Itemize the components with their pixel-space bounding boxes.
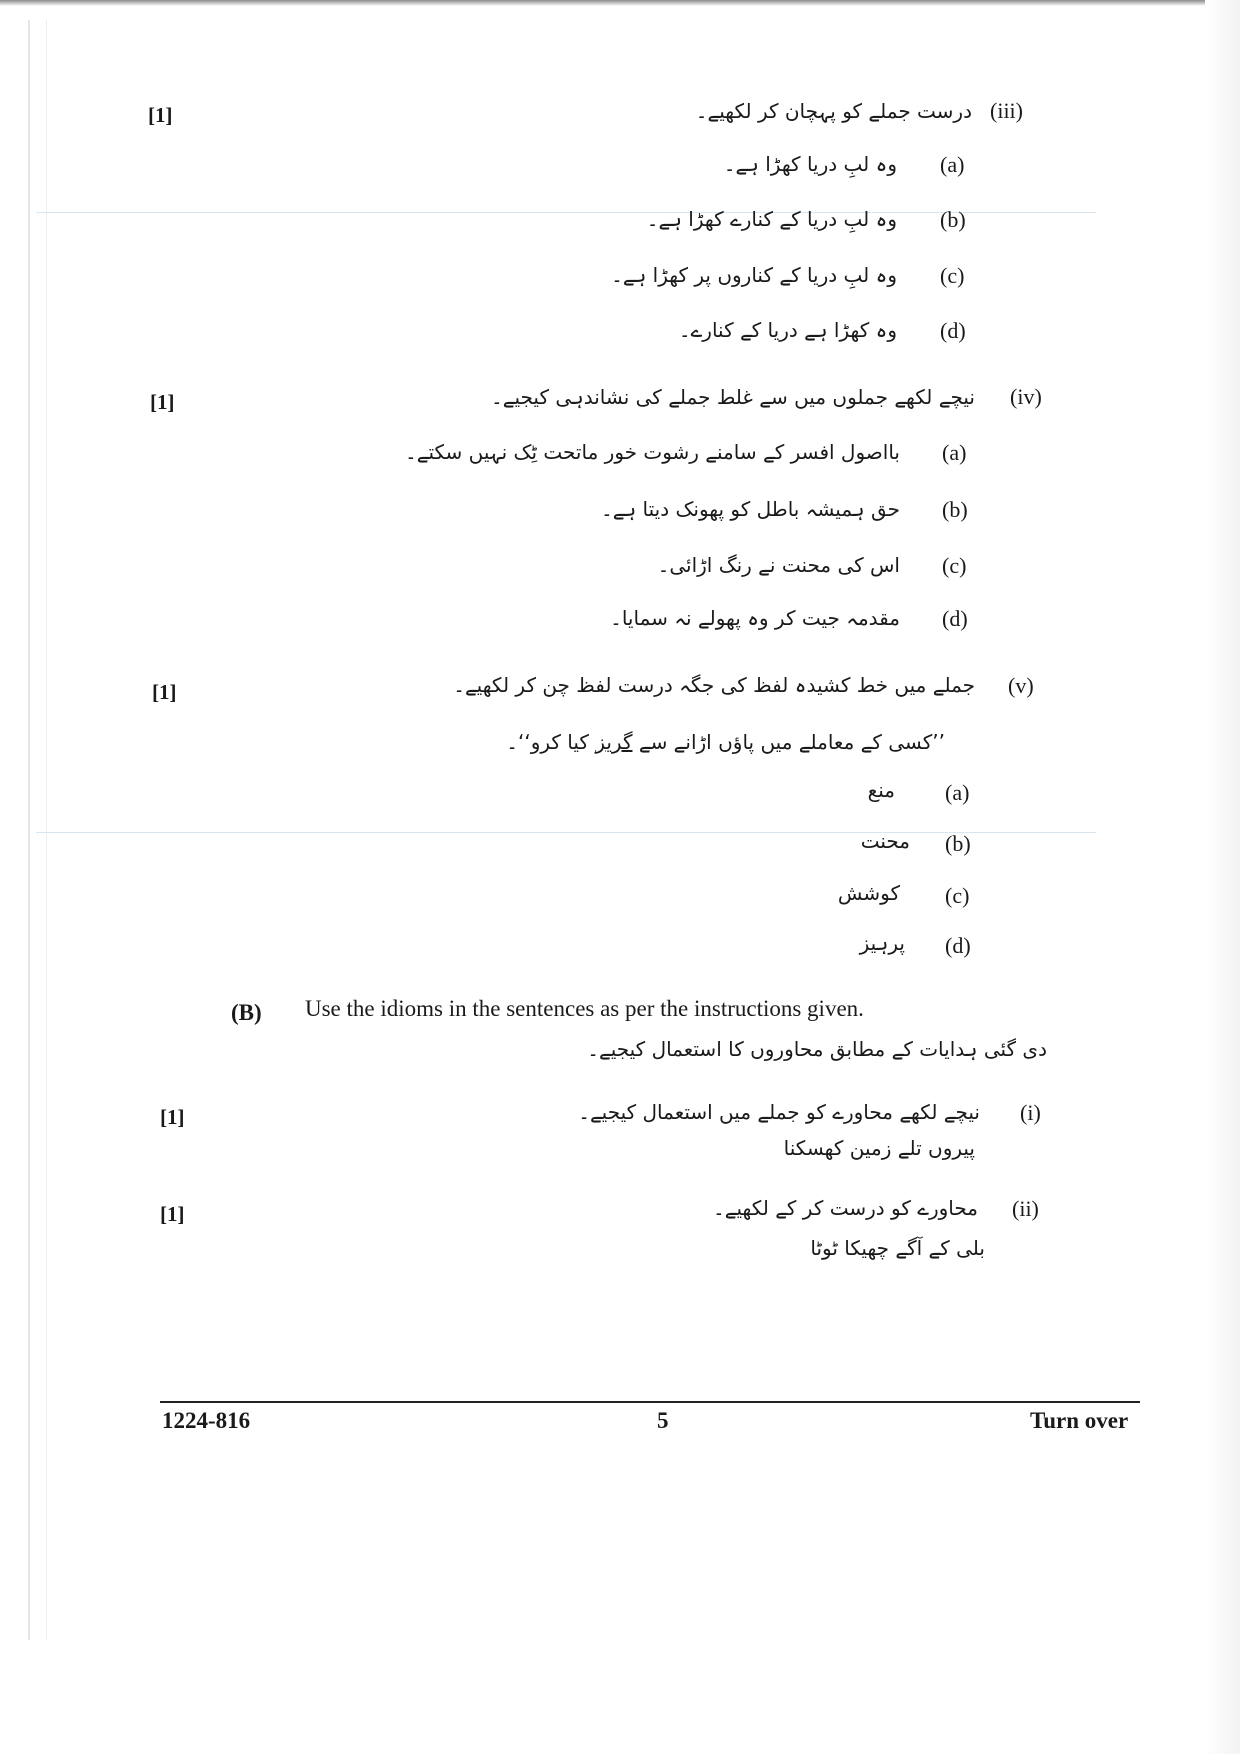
marks: [1] (160, 1202, 185, 1226)
option-label: (d) (940, 318, 966, 343)
scan-edge-left (28, 20, 30, 1640)
option-text: پرہیز (859, 931, 905, 955)
question-number: (iv) (1010, 384, 1042, 409)
question-number: (v) (1008, 673, 1034, 698)
option-label: (a) (940, 152, 965, 177)
option-label: (c) (940, 263, 965, 288)
option-text: مقدمہ جیت کر وہ پھولے نہ سمایا۔ (610, 606, 900, 630)
option-text: کوشش (837, 881, 900, 905)
fill-blank-sentence (506, 730, 945, 754)
option-label: (c) (942, 553, 967, 578)
sentence-after: کیا کرو‘‘۔ (506, 730, 589, 754)
section-label: (B) (231, 1000, 262, 1025)
section-instruction-en: Use the idioms in the sentences as per the instructions given. (305, 996, 864, 1021)
option-text: حق ہمیشہ باطل کو پھونک دیتا ہے۔ (601, 497, 900, 521)
sentence-before: ’’کسی کے معاملے میں پاؤں اڑانے سے (638, 730, 945, 754)
marks: [1] (152, 680, 177, 704)
option-label: (c) (945, 883, 970, 908)
item-instruction: نیچے لکھے محاورے کو جملے میں استعمال کیجیے۔ (578, 1100, 980, 1124)
option-text: وہ لبِ دریا کھڑا ہے۔ (723, 152, 897, 176)
scan-edge-top (0, 0, 1240, 6)
item-number: (ii) (1012, 1196, 1039, 1221)
idiom: بلی کے آگے چھیکا ٹوٹا (810, 1236, 985, 1260)
option-label: (a) (942, 440, 967, 465)
scan-edge-left-inner (46, 20, 47, 1640)
option-text: وہ کھڑا ہے دریا کے کنارے۔ (678, 318, 897, 342)
option-text: وہ لبِ دریا کے کنارے کھڑا ہے۔ (646, 207, 897, 231)
page-number: 5 (657, 1408, 669, 1433)
option-label: (d) (942, 606, 968, 631)
underlined-word: گریز (595, 730, 633, 754)
question-instruction: درست جملے کو پہچان کر لکھیے۔ (695, 99, 972, 123)
section-instruction-ur: دی گئی ہدایات کے مطابق محاوروں کا استعمال کیجیے۔ (587, 1037, 1047, 1061)
scan-edge-right (1205, 0, 1240, 1754)
option-text: بااصول افسر کے سامنے رشوت خور ماتحت ٹِک نہیں سکتے۔ (405, 440, 900, 464)
question-number: (iii) (990, 98, 1023, 123)
paper-code: 1224-816 (162, 1408, 251, 1433)
option-text: اس کی محنت نے رنگ اڑائی۔ (657, 553, 900, 577)
footer-rule (160, 1401, 1140, 1403)
option-label: (b) (942, 497, 968, 522)
option-label: (b) (945, 831, 971, 856)
marks: [1] (148, 103, 173, 127)
scan-artifact-line (36, 832, 1096, 833)
option-label: (d) (945, 933, 971, 958)
idiom: پیروں تلے زمین کھسکنا (783, 1136, 975, 1160)
option-label: (b) (940, 207, 966, 232)
option-text: محنت (860, 829, 910, 853)
option-text: وہ لبِ دریا کے کناروں پر کھڑا ہے۔ (611, 263, 897, 287)
option-label: (a) (945, 780, 970, 805)
scan-artifact-line (36, 212, 1096, 213)
marks: [1] (160, 1105, 185, 1129)
turn-over: Turn over (1030, 1408, 1129, 1433)
item-instruction: محاورے کو درست کر کے لکھیے۔ (713, 1196, 978, 1220)
option-text: منع (867, 778, 895, 802)
question-instruction: جملے میں خط کشیدہ لفظ کی جگہ درست لفظ چن کر لکھیے۔ (453, 673, 975, 697)
item-number: (i) (1020, 1100, 1041, 1125)
marks: [1] (150, 390, 175, 414)
question-instruction: نیچے لکھے جملوں میں سے غلط جملے کی نشاندہی کیجیے۔ (491, 385, 975, 409)
